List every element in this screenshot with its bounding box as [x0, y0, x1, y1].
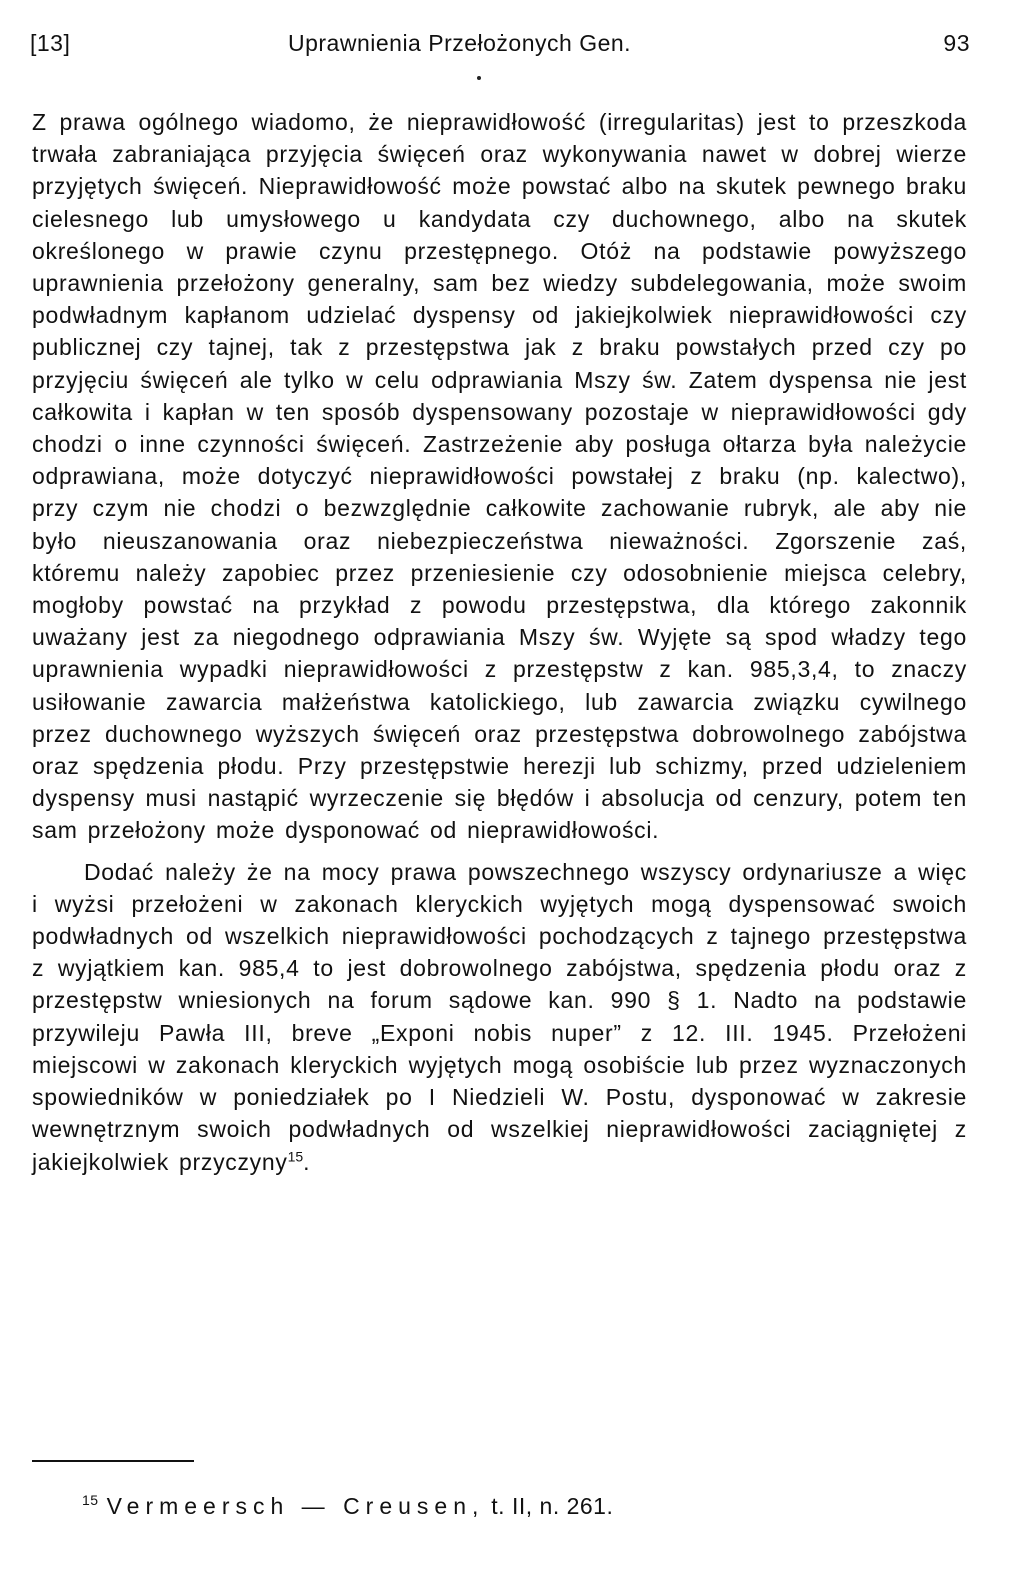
print-speck: [477, 76, 481, 80]
paragraph: Z prawa ogólnego wiadomo, że nieprawidłowość (irregularitas) jest to przeszkoda trwała zabraniająca przyjęcia święceń oraz wykonywania nawet w dobrej wierze przyjętych święceń. Nieprawidłowość może powstać albo na skutek pewnego braku cielesnego lub umysłowego u kandydata czy duchownego, albo na skutek określonego w prawie czynu przestępnego. Otóż na podstawie powyższego uprawnienia przełożony generalny, sam bez wiedzy subdelegowania, może swoim podwładnym kapłanom udzielać dyspensy od jakiejkolwiek nieprawidłowości czy publicznej czy tajnej, tak z przestępstwa jak z braku powstałych przed czy po przyjęciu święceń ale tylko w celu odprawiania Mszy św. Zatem dyspensa nie jest całkowita i kapłan w ten sposób dyspensowany pozostaje w nieprawidłowości gdy chodzi o inne czynności święceń. Zastrzeżenie aby posługa ołtarza była należycie odprawiana, może dotyczyć nieprawidłowości powstałej z braku (np. kalectwo), przy czym nie chodzi o bezwzględnie całkowite zachowanie rubryk, ale aby nie było nieuszanowania oraz niebezpieczeństwa nieważności. Zgorszenie zaś, któremu należy zapobiec przez przeniesienie czy odosobnienie miejsca celebry, mogłoby powstać na przykład z powodu przestępstwa, dla którego zakonnik uważany jest za niegodnego odprawiania Mszy św. Wyjęte są spod władzy tego uprawnienia wypadki nieprawidłowości z przestępstw z kan. 985,3,4, to znaczy usiłowanie zawarcia małżeństwa katolickiego, lub zawarcia związku cywilnego przez duchownego wyższych święceń oraz przestępstwa dobrowolnego zabójstwa oraz spędzenia płodu. Przy przestępstwie herezji lub schizmy, przed udzieleniem dyspensy musi nastąpić wyrzeczenie się błędów i absolucja od cenzury, potem ten sam przełożony może dysponować od nieprawidłowości.: [32, 109, 967, 844]
footnote-citation: t. II, n. 261.: [491, 1493, 614, 1519]
footnote-number: 15: [82, 1492, 99, 1509]
paragraph-text: Dodać należy że na mocy prawa powszechnego wszyscy ordynariusze a więc i wyżsi przełożeni w zakonach kleryckich wyjętych mogą dyspensować swoich podwładnych od wszelkich nieprawidłowości pochodzących z tajnego przestępstwa z wyjątkiem kan. 985,4 to jest dobrowolnego zabójstwa, spędzenia płodu oraz z przestępstw wniesionych na forum sądowe kan. 990 § 1. Nadto na podstawie przywileju Pawła III, breve „Exponi nobis nuper” z 12. III. 1945. Przełożeni miejscowi w zakonach kleryckich wyjętych mogą osobiście lub przez wyznaczonych spowiedników w poniedziałek po I Niedzieli W. Postu, dysponować w zakresie wewnętrznym swoich podwładnych od wszelkiej nieprawidłowości zaciągniętej z jakiejkolwiek przyczyny: [32, 858, 967, 1175]
footnote-divider: [32, 1460, 194, 1462]
section-number: [13]: [30, 30, 71, 56]
body-text: [32, 106, 967, 1178]
paragraph: [32, 856, 967, 1178]
footnote-reference[interactable]: 15: [287, 1147, 304, 1164]
paragraph-end: .: [303, 1148, 311, 1175]
running-header: [30, 30, 970, 62]
footnote: [82, 1493, 613, 1520]
running-title: Uprawnienia Przełożonych Gen.: [288, 30, 632, 56]
page-number: 93: [943, 30, 970, 56]
footnote-author: Vermeersch — Creusen,: [106, 1493, 485, 1519]
